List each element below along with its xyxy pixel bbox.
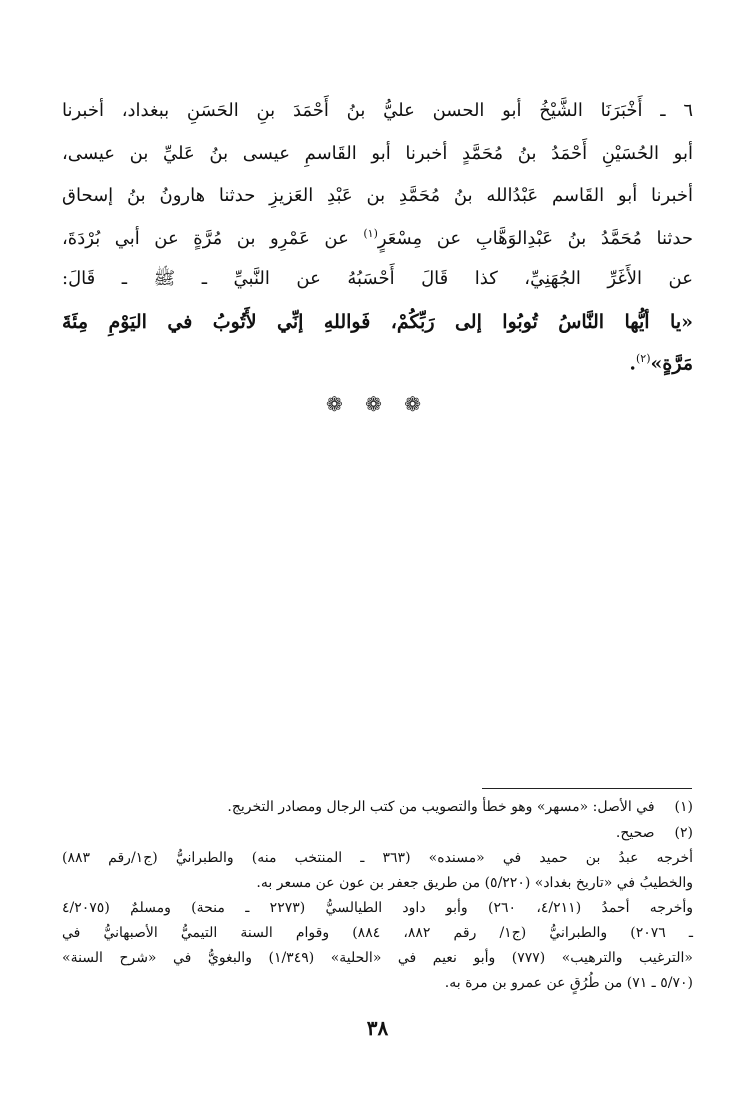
footnote-2-body-line-6: (٥/٧٠ ـ ٧١) من طُرُقٍ عن عمرو بن مرة به. <box>444 975 693 991</box>
footnote-ref-1: (١) <box>363 227 378 240</box>
main-text-line-2: أبو الحُسَيْنِ أَحْمَدُ بنُ مُحَمَّدٍ أخبرنا أبو القَاسمِ عيسى بنُ عَليِّ بن عيسى، <box>62 143 693 164</box>
footnote-2-text: صحيح. <box>615 825 655 841</box>
main-text-line-5: عن الأَغَرِّ الجُهَنِيِّ، كذا قَالَ أَحْسَبُهُ عن النَّبيِّ ـ ﷺ ـ قَالَ: <box>62 268 693 289</box>
footnote-2-number: (٢) <box>674 825 693 841</box>
footnote-2-body-line-2: والخطيبُ في «تاريخ بغداد» (٥/٢٢٠) من طريق جعفر بن عون عن مسعر به. <box>256 875 693 891</box>
footnote-1-number: (١) <box>674 799 693 815</box>
footnote-separator <box>482 788 692 789</box>
main-text-line-4-part-2: عن عَمْرِو بن مُرَّةٍ عن أبي بُرْدَةَ، <box>62 228 349 249</box>
footnote-2-body-line-1: أخرجه عبدُ بن حميد في «مسنده» (٣٦٣ ـ المنتخب منه) والطبرانيُّ (ج١/رقم ٨٨٣) <box>62 850 693 866</box>
hadith-line-2-text: مَرَّةٍ» <box>650 352 693 375</box>
footnote-1 <box>62 799 693 816</box>
page-number: ٣٨ <box>366 1016 389 1040</box>
main-text-line-3: أخبرنا أبو القَاسم عَبْدُالله بنُ مُحَمَّدِ بن عَبْدِ العَزيزِ حدثنا هارونُ بنُ إسحاق <box>62 185 693 206</box>
footnote-2 <box>62 825 693 842</box>
footnote-ref-2: (٢) <box>635 352 651 365</box>
main-text-line-1: ٦ ـ أَخْبَرَنَا الشَّيْخُ أبو الحسن عليُّ بنُ أَحْمَدَ بنِ الحَسَنِ ببغداد، أخبرنا <box>62 100 693 121</box>
hadith-line-2 <box>62 352 693 375</box>
footnote-2-body-line-5: «الترغيب والترهيب» (٧٧٧) وأبو نعيم في «الحلية» (١/٣٤٩) والبغويُّ في «شرح السنة» <box>62 950 693 966</box>
section-ornament: ❁ ❁ ❁ <box>326 392 429 416</box>
footnote-2-body-line-4: ـ ٢٠٧٦) والطبرانيُّ (ج١/ رقم ٨٨٢، ٨٨٤) وقوام السنة التيميُّ الأصبهانيُّ في <box>62 925 693 941</box>
main-text-line-4 <box>62 227 693 250</box>
main-text-line-4-part-1: حدثنا مُحَمَّدُ بنُ عَبْدِالوَهَّابِ عن مِسْعَرٍ <box>377 228 693 249</box>
footnote-1-text: في الأصل: «مسهر» وهو خطأ والتصويب من كتب الرجال ومصادر التخريج. <box>227 799 655 815</box>
hadith-end-mark: . <box>629 352 636 375</box>
footnote-2-body-line-3: وأخرجه أحمدُ (٤/٢١١، ٢٦٠) وأبو داود الطيالسيُّ (٢٢٧٣ ـ منحة) ومسلمٌ (٤/٢٠٧٥ <box>62 900 693 916</box>
hadith-line-1: «يا أيُّها النَّاسُ تُوبُوا إلى رَبِّكُمْ، فَواللهِ إنِّي لأَتُوبُ في اليَوْمِ مِئَةَ <box>62 311 693 333</box>
